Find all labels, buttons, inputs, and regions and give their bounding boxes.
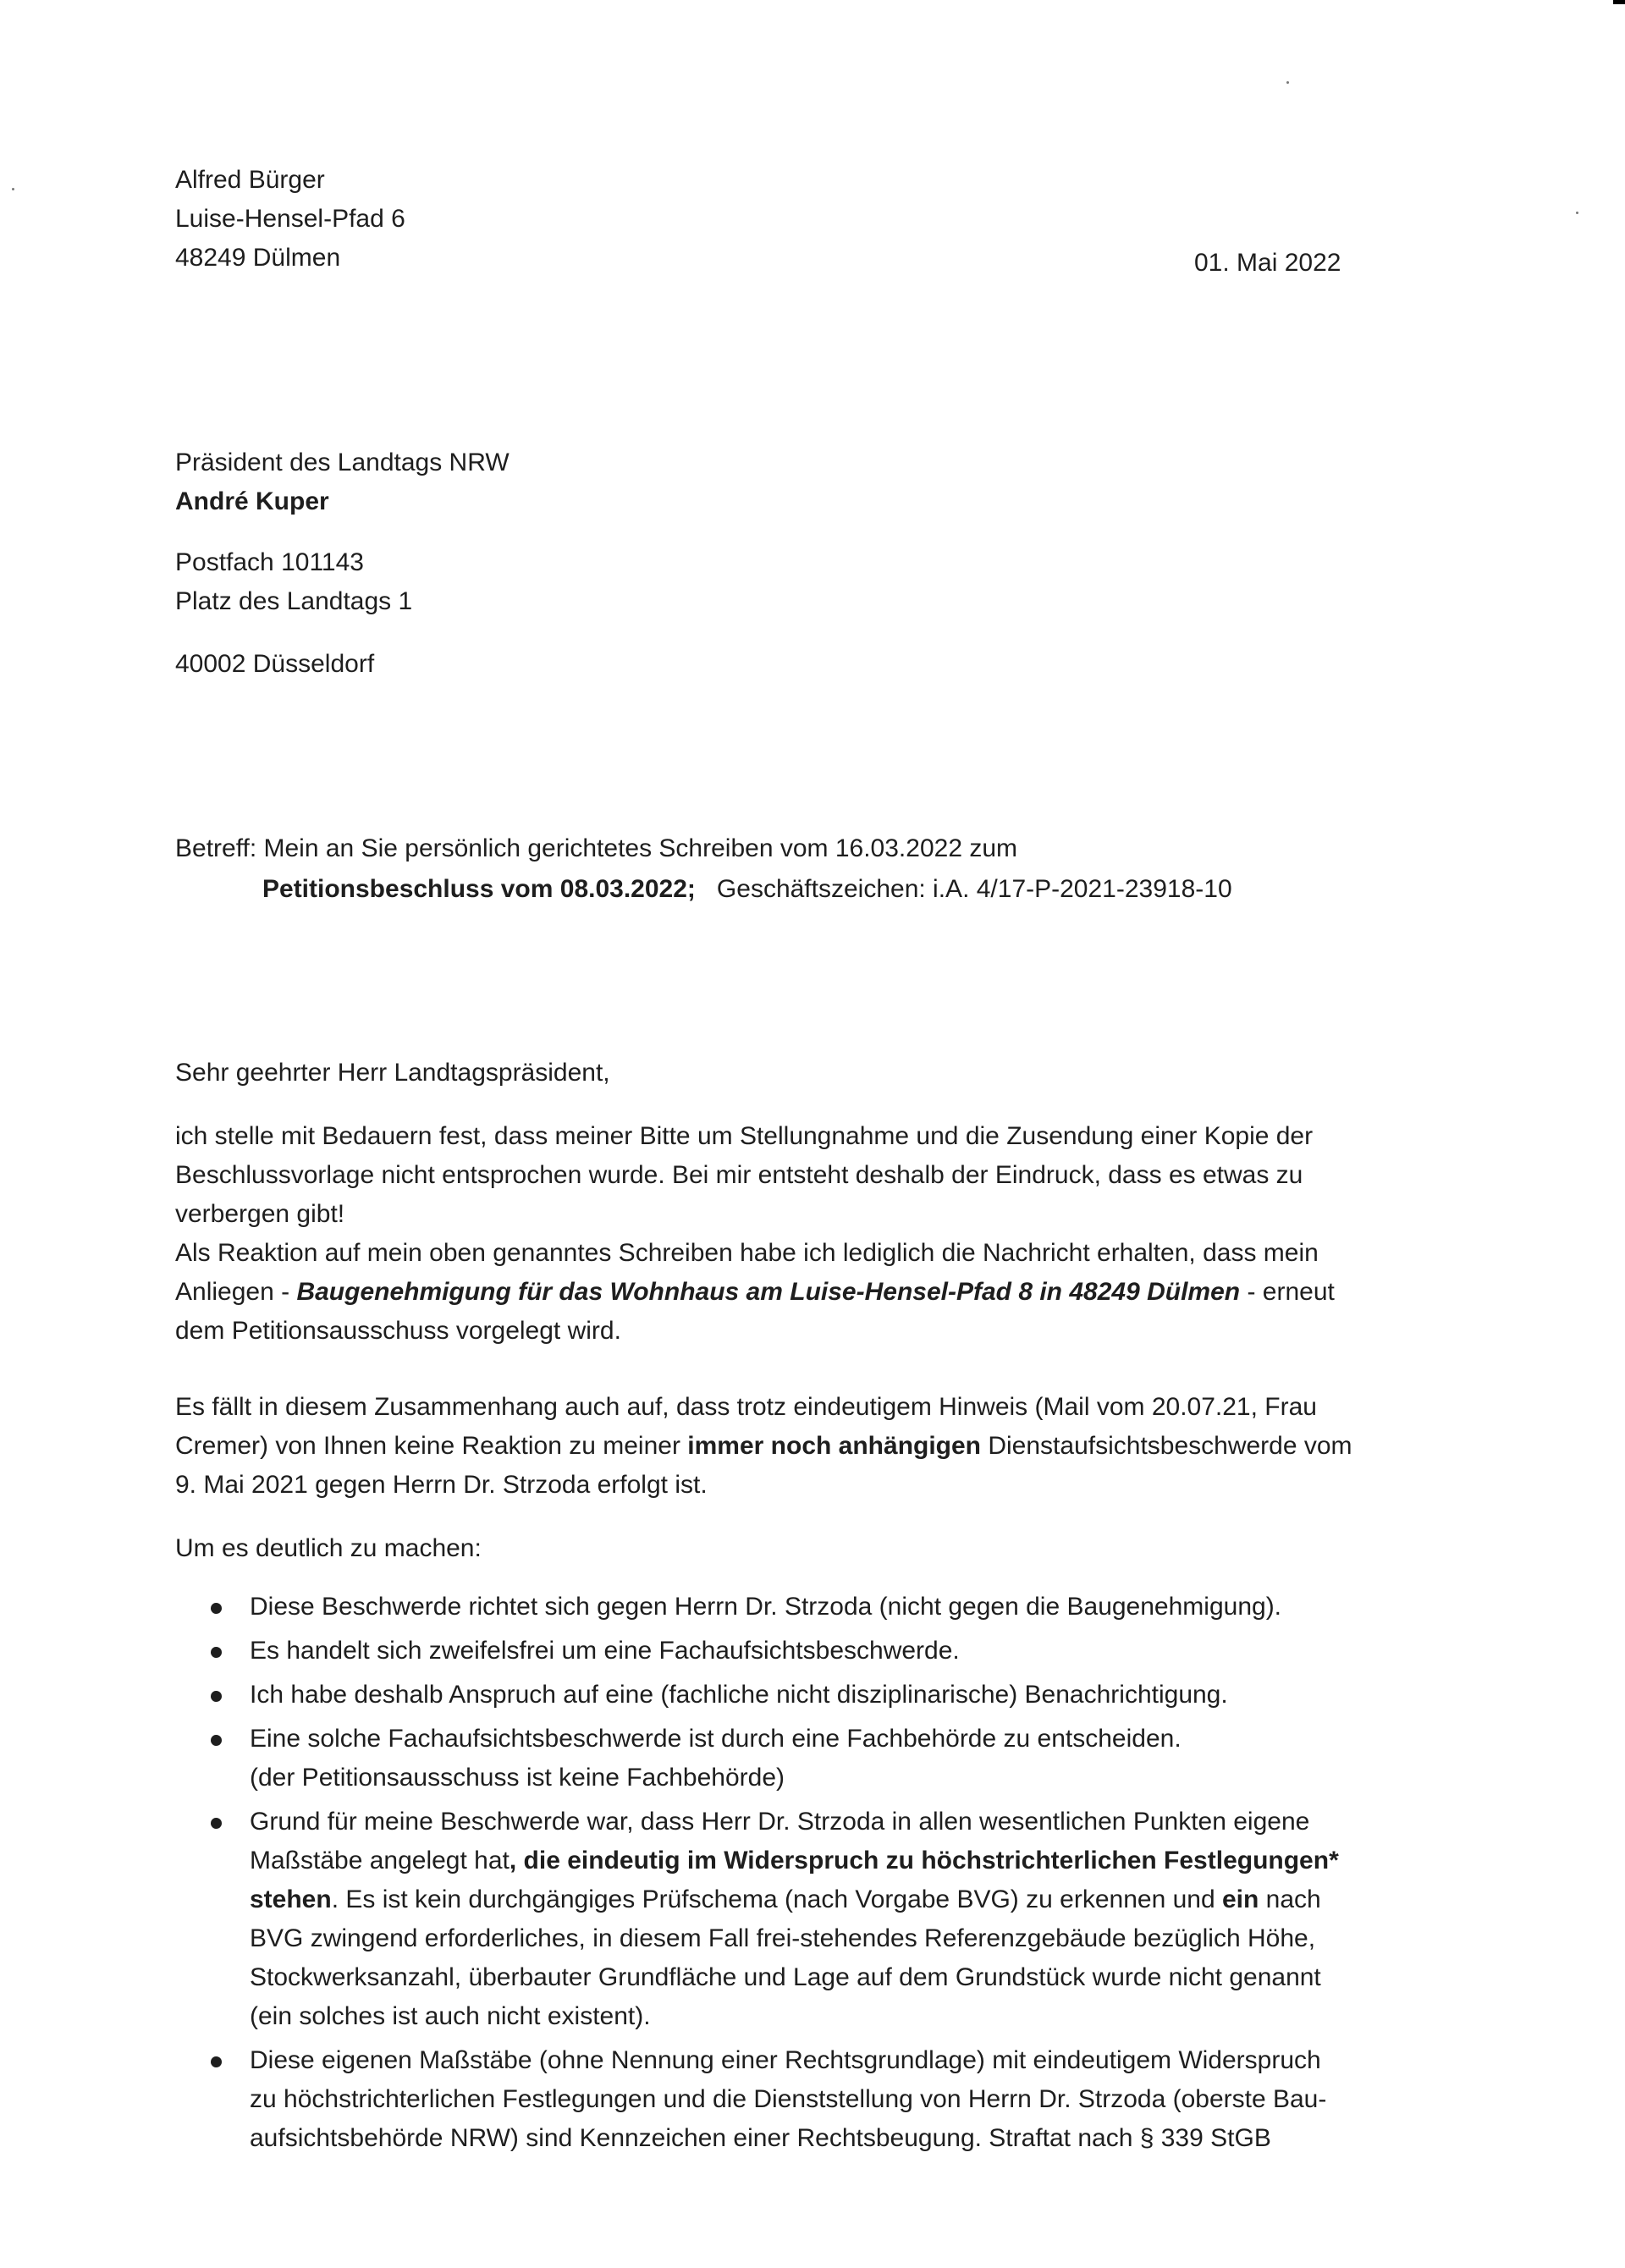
- recipient-street: Platz des Landtags 1: [175, 587, 413, 615]
- list-item-text: Es handelt sich zweifelsfrei um eine Fachaufsichtsbeschwerde.: [250, 1637, 960, 1665]
- paragraph-1: [175, 1117, 1335, 1351]
- emphasis-building-permit: Baugenehmigung für das Wohnhaus am Luise-Hensel-Pfad 8 in 48249 Dülmen: [296, 1278, 1241, 1306]
- paragraph-line: [175, 1427, 1352, 1466]
- text-run: - erneut: [1240, 1278, 1335, 1306]
- list-item: [175, 1720, 1445, 1797]
- salutation: Sehr geehrter Herr Landtagspräsident,: [175, 1059, 610, 1087]
- emphasis-text: stehen: [250, 1885, 332, 1913]
- subject-line: Betreff: Mein an Sie persönlich gerichtetes Schreiben vom 16.03.2022 zum: [175, 834, 1018, 862]
- recipient-title: Präsident des Landtags NRW: [175, 449, 510, 476]
- list-item: [175, 2041, 1445, 2158]
- list-item-text: Diese eigenen Maßstäbe (ohne Nennung einer Rechtsgrundlage) mit eindeutigem Widerspruch: [250, 2046, 1321, 2074]
- list-item-text: zu höchstrichterlichen Festlegungen und die Dienststellung von Herrn Dr. Strzoda (oberste Bau-: [250, 2085, 1327, 2113]
- bullet-icon: [211, 2056, 222, 2067]
- letter-date: 01. Mai 2022: [1194, 249, 1341, 277]
- scan-speck: [1286, 81, 1289, 84]
- list-item-text: (der Petitionsausschuss ist keine Fachbehörde): [250, 1764, 785, 1792]
- bullet-icon: [211, 1735, 222, 1746]
- paragraph-line: 9. Mai 2021 gegen Herrn Dr. Strzoda erfolgt ist.: [175, 1471, 708, 1499]
- list-item-text: (ein solches ist auch nicht existent).: [250, 2002, 651, 2030]
- recipient-name: André Kuper: [175, 487, 329, 515]
- paragraph-line: Als Reaktion auf mein oben genanntes Schreiben habe ich lediglich die Nachricht erhalten, dass mein: [175, 1239, 1319, 1267]
- scan-speck: [12, 188, 14, 190]
- list-item-text: [250, 1880, 1445, 1919]
- paragraph-3: Um es deutlich zu machen:: [175, 1534, 482, 1562]
- list-item: [175, 1803, 1445, 2036]
- list-item-text: BVG zwingend erforderliches, in diesem Fall frei-stehendes Referenzgebäude bezüglich Höhe,: [250, 1924, 1316, 1952]
- sender-city: 48249 Dülmen: [175, 244, 341, 272]
- paragraph-line: dem Petitionsausschuss vorgelegt wird.: [175, 1317, 621, 1345]
- subject-resolution: Petitionsbeschluss vom 08.03.2022;: [262, 875, 696, 903]
- paragraph-2: [175, 1388, 1352, 1505]
- paragraph-line: Beschlussvorlage nicht entsprochen wurde. Bei mir entsteht deshalb der Eindruck, dass es etwas zu: [175, 1161, 1303, 1189]
- paragraph-line: Es fällt in diesem Zusammenhang auch auf, dass trotz eindeutigem Hinweis (Mail vom 20.07.21, Frau: [175, 1393, 1317, 1421]
- list-item: [175, 1588, 1445, 1627]
- emphasis-pending: immer noch anhängigen: [687, 1432, 982, 1460]
- scan-mark: [1613, 0, 1625, 4]
- text-run: Dienstaufsichtsbeschwerde vom: [981, 1432, 1352, 1460]
- paragraph-line: verbergen gibt!: [175, 1200, 345, 1228]
- text-run: nach: [1259, 1885, 1321, 1913]
- emphasis-text: ein: [1221, 1885, 1259, 1913]
- recipient-postbox: Postfach 101143: [175, 548, 364, 576]
- bullet-icon: [211, 1818, 222, 1829]
- text-run: . Es ist kein durchgängiges Prüfschema (nach Vorgabe BVG) zu erkennen und: [331, 1885, 1222, 1913]
- recipient-city: 40002 Düsseldorf: [175, 650, 375, 678]
- list-item-text: [250, 1841, 1445, 1880]
- list-item-text: Ich habe deshalb Anspruch auf eine (fachliche nicht disziplinarische) Benachrichtigung.: [250, 1681, 1228, 1709]
- bullet-list: [175, 1588, 1445, 2163]
- bullet-icon: [211, 1647, 222, 1658]
- bullet-icon: [211, 1603, 222, 1614]
- subject-file-number: Geschäftszeichen: i.A. 4/17-P-2021-23918-10: [716, 875, 1232, 903]
- subject-reference: [262, 870, 1232, 909]
- recipient-address: [175, 443, 510, 521]
- sender-address: [175, 161, 405, 278]
- paragraph-line: ich stelle mit Bedauern fest, dass meiner Bitte um Stellungnahme und die Zusendung einer Kopie der: [175, 1122, 1314, 1150]
- list-item-text: Diese Beschwerde richtet sich gegen Herrn Dr. Strzoda (nicht gegen die Baugenehmigung).: [250, 1593, 1282, 1621]
- sender-name: Alfred Bürger: [175, 166, 325, 194]
- text-run: Anliegen -: [175, 1278, 297, 1306]
- list-item-text: Grund für meine Beschwerde war, dass Herr Dr. Strzoda in allen wesentlichen Punkten eigene: [250, 1808, 1310, 1836]
- recipient-postal: [175, 543, 412, 621]
- text-run: Cremer) von Ihnen keine Reaktion zu meiner: [175, 1432, 688, 1460]
- list-item: [175, 1632, 1445, 1671]
- bullet-icon: [211, 1691, 222, 1702]
- list-item: [175, 1676, 1445, 1715]
- sender-street: Luise-Hensel-Pfad 6: [175, 205, 405, 233]
- text-run: Maßstäbe angelegt hat: [250, 1847, 510, 1874]
- list-item-text: aufsichtsbehörde NRW) sind Kennzeichen einer Rechtsbeugung. Straftat nach § 339 StGB: [250, 2124, 1271, 2152]
- scan-speck: [1576, 212, 1578, 214]
- list-item-text: Stockwerksanzahl, überbauter Grundfläche und Lage auf dem Grundstück wurde nicht genannt: [250, 1963, 1321, 1991]
- paragraph-line: [175, 1273, 1335, 1312]
- emphasis-contradiction: , die eindeutig im Widerspruch zu höchstrichterlichen Festlegungen*: [509, 1847, 1339, 1874]
- list-item-text: Eine solche Fachaufsichtsbeschwerde ist durch eine Fachbehörde zu entscheiden.: [250, 1725, 1182, 1753]
